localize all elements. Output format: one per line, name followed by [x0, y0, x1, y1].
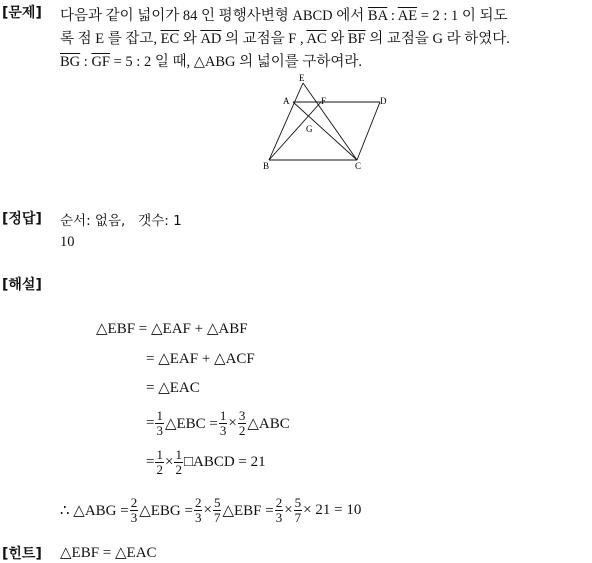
fraction-two-thirds: $\frac{2}{3}$ [130, 494, 138, 525]
point-a-label: A [283, 96, 290, 106]
point-f-label: F [321, 96, 327, 106]
point-g-label: G [306, 124, 313, 134]
solution-line-1: △EBF = △EAF + △ABF [96, 321, 248, 337]
problem-label: [문제] [2, 5, 42, 21]
solution-line-3: = △EAC [146, 380, 200, 396]
problem-line-2: 록 점 E 를 잡고, $\overline{EC}$ 와 $\overline{AD}$ 의 교점을 F , $\overline{AC}$ 와 $\overline{BF}$ 의 교점을 G 라 하였다. [60, 31, 510, 47]
segment-bg: $\overline{BG}$ [60, 54, 81, 70]
fraction-one-half: $\frac{1}{2}$ [156, 446, 163, 477]
segment-bf: $\overline{BF}$ [347, 31, 366, 47]
fraction-one-half-2: $\frac{1}{2}$ [175, 446, 182, 477]
fraction-two-thirds-3: $\frac{2}{3}$ [275, 494, 283, 525]
answer-meta: 순서: 없음, 갯수: 1 [60, 213, 182, 229]
fraction-two-thirds-2: $\frac{2}{3}$ [194, 494, 202, 525]
segment-ae: $\overline{AE}$ [397, 8, 418, 24]
segment-ba: $\overline{BA}$ [367, 8, 388, 24]
segment-ad: $\overline{AD}$ [200, 31, 222, 47]
solution-line-5: = $\frac{1}{2}$ × $\frac{1}{2}$ □ABCD = 21 [146, 446, 266, 477]
solution-conclusion: ∴ △ABG = $\frac{2}{3}$ △EBG = $\frac{2}{3}$ × $\frac{5}{7}$ △EBF = $\frac{2}{3}$ × $\frac{5}{7}$ × 21 = 10 [60, 494, 362, 525]
segment-ec: $\overline{EC}$ [160, 31, 180, 47]
solution-label: [해설] [2, 277, 42, 293]
problem-line-3: $\overline{BG}$ : $\overline{GF} = 5$ : 2 일 때, △ABG 의 넓이를 구하여라. [60, 54, 363, 70]
parallelogram-figure [255, 72, 395, 172]
segment-gf: $\overline{GF}$ [91, 54, 110, 70]
point-e-label: E [299, 73, 305, 83]
hint-text: △EBF = △EAC [60, 545, 157, 561]
fraction-five-sevenths-2: $\frac{5}{7}$ [294, 494, 302, 525]
segment-ac: $\overline{AC}$ [306, 31, 327, 47]
point-b-label: B [263, 161, 270, 171]
fraction-three-halves: $\frac{3}{2}$ [238, 407, 246, 438]
solution-line-2: = △EAF + △ACF [146, 351, 255, 367]
point-c-label: C [355, 161, 362, 171]
answer-label: [정답] [2, 211, 42, 227]
fraction-five-sevenths: $\frac{5}{7}$ [213, 494, 221, 525]
fraction-one-third-2: $\frac{1}{3}$ [219, 407, 227, 438]
answer-value: 10 [60, 234, 75, 250]
hint-label: [힌트] [2, 546, 42, 562]
problem-line-1: 다음과 같이 넓이가 84 인 평행사변형 ABCD 에서 $\overline{BA}$ : $\overline{AE} = 2$ : 1 이 되도 [60, 8, 508, 24]
point-d-label: D [380, 96, 387, 106]
solution-line-4: = $\frac{1}{3}$ △EBC = $\frac{1}{3}$ × $\frac{3}{2}$ △ABC [146, 407, 290, 438]
fraction-one-third: $\frac{1}{3}$ [156, 407, 163, 438]
